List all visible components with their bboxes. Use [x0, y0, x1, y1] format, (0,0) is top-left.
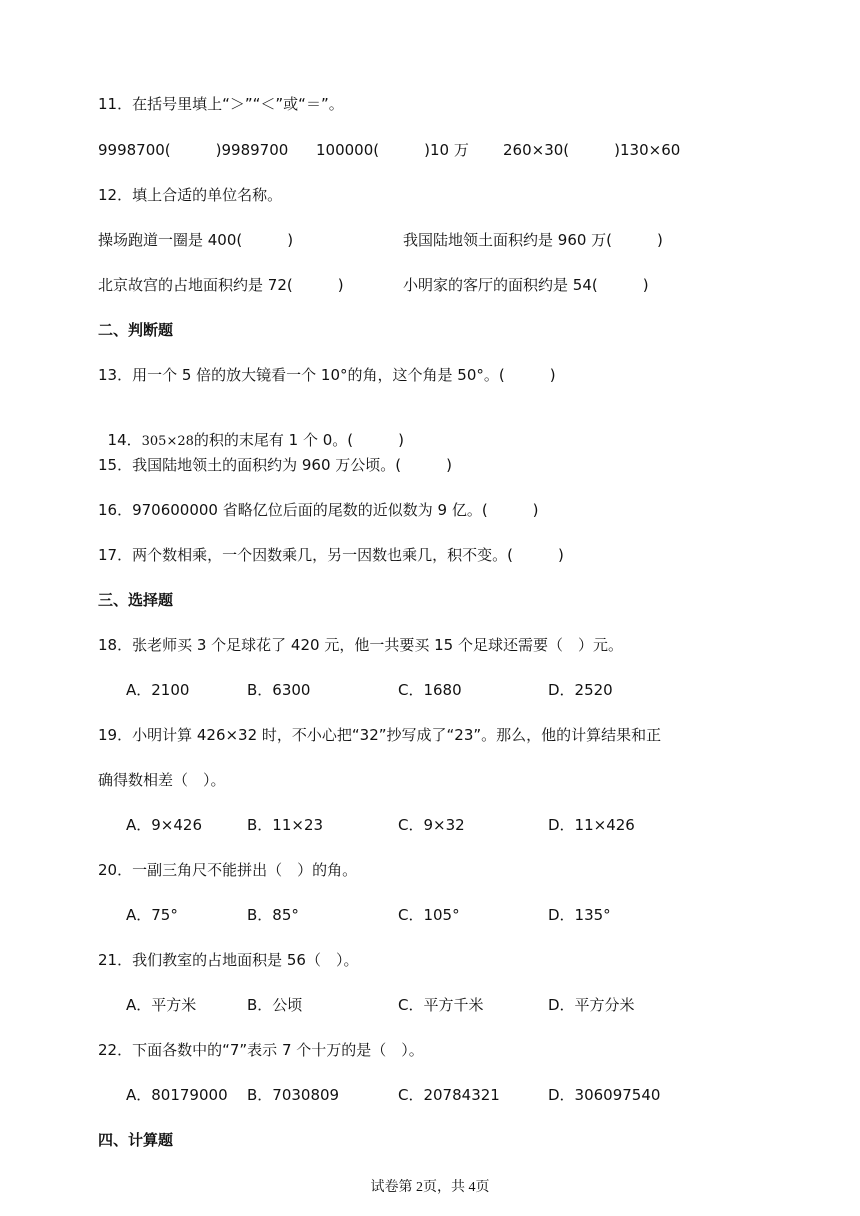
q19-stem-line-2: 确得数相差（ ）。 — [98, 771, 226, 789]
q20-option-b: B．85° — [247, 906, 299, 924]
q21-option-d: D．平方分米 — [548, 996, 635, 1014]
q19-option-d: D．11×426 — [548, 816, 635, 834]
q14-number: 14． — [107, 431, 142, 449]
q11-item-3: 260×30( )130×60 — [503, 141, 681, 159]
q14-expression: 305×28 — [141, 434, 194, 449]
q12-item-1: 操场跑道一圈是 400( ) — [98, 231, 294, 249]
section-heading-calculation: 四、计算题 — [98, 1131, 174, 1149]
q18-option-a: A．2100 — [126, 681, 190, 699]
q13: 13．用一个 5 倍的放大镜看一个 10°的角，这个角是 50°。( ) — [98, 366, 556, 384]
q12-item-3: 北京故宫的占地面积约是 72( ) — [98, 276, 344, 294]
q11-title: 11．在括号里填上“＞”“＜”或“＝”。 — [98, 95, 344, 113]
q18-option-d: D．2520 — [548, 681, 613, 699]
q22-option-d: D．306097540 — [548, 1086, 661, 1104]
q14 — [98, 410, 404, 452]
q12-item-4: 小明家的客厅的面积约是 54( ) — [403, 276, 649, 294]
q20-option-c: C．105° — [398, 906, 460, 924]
q21-stem: 21．我们教室的占地面积是 56（ ）。 — [98, 951, 359, 969]
q21-option-a: A．平方米 — [126, 996, 197, 1014]
q22-option-a: A．80179000 — [126, 1086, 228, 1104]
section-heading-choice: 三、选择题 — [98, 591, 174, 609]
q14-text: 的积的末尾有 1 个 0。( ) — [193, 431, 404, 449]
q18-option-c: C．1680 — [398, 681, 462, 699]
q18-stem: 18．张老师买 3 个足球花了 420 元，他一共要买 15 个足球还需要（ ）元。 — [98, 636, 623, 654]
q11-item-2: 100000( )10 万 — [316, 141, 469, 159]
q22-option-b: B．7030809 — [247, 1086, 340, 1104]
q19-stem-line-1: 19．小明计算 426×32 时，不小心把“32”抄写成了“23”。那么，他的计算结果和正 — [98, 726, 662, 744]
q19-option-b: B．11×23 — [247, 816, 324, 834]
q22-option-c: C．20784321 — [398, 1086, 500, 1104]
q17: 17．两个数相乘，一个因数乘几，另一因数也乘几，积不变。( ) — [98, 546, 564, 564]
q16: 16．970600000 省略亿位后面的尾数的近似数为 9 亿。( ) — [98, 501, 539, 519]
q20-option-a: A．75° — [126, 906, 178, 924]
q15: 15．我国陆地领土的面积约为 960 万公顷。( ) — [98, 456, 452, 474]
q12-item-2: 我国陆地领土面积约是 960 万( ) — [403, 231, 663, 249]
section-heading-judgement: 二、判断题 — [98, 321, 174, 339]
q21-option-b: B．公顷 — [247, 996, 303, 1014]
q12-title: 12．填上合适的单位名称。 — [98, 186, 283, 204]
q20-stem: 20．一副三角尺不能拼出（ ）的角。 — [98, 861, 358, 879]
q21-option-c: C．平方千米 — [398, 996, 484, 1014]
q19-option-a: A．9×426 — [126, 816, 203, 834]
q11-item-1: 9998700( )9989700 — [98, 141, 289, 159]
q20-option-d: D．135° — [548, 906, 611, 924]
q22-stem: 22．下面各数中的“7”表示 7 个十万的是（ ）。 — [98, 1041, 424, 1059]
page-footer: 试卷第 2页，共 4页 — [370, 1180, 490, 1195]
q18-option-b: B．6300 — [247, 681, 311, 699]
q19-option-c: C．9×32 — [398, 816, 465, 834]
